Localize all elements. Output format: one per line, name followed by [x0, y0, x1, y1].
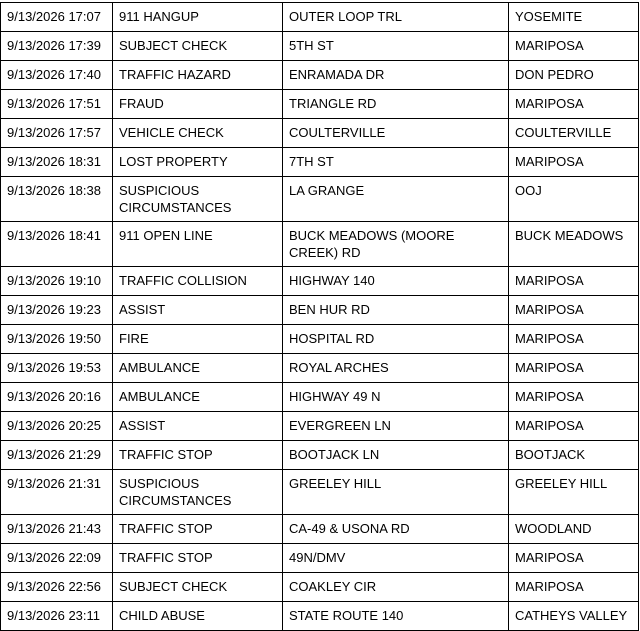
datetime-cell: 9/13/2026 20:16	[1, 383, 113, 412]
table-row	[1, 544, 639, 573]
call-type-cell: SUSPICIOUS CIRCUMSTANCES	[113, 470, 283, 515]
table-row	[1, 267, 639, 296]
location-cell: ENRAMADA DR	[283, 61, 509, 90]
call-type-cell: AMBULANCE	[113, 354, 283, 383]
location-cell: HIGHWAY 140	[283, 267, 509, 296]
location-cell: ROYAL ARCHES	[283, 354, 509, 383]
table-row	[1, 354, 639, 383]
area-cell: MARIPOSA	[509, 573, 639, 602]
area-cell: MARIPOSA	[509, 32, 639, 61]
area-cell: BOOTJACK	[509, 441, 639, 470]
location-cell: COULTERVILLE	[283, 119, 509, 148]
location-cell: COAKLEY CIR	[283, 573, 509, 602]
incident-log-body	[1, 3, 639, 631]
location-cell: GREELEY HILL	[283, 470, 509, 515]
area-cell: MARIPOSA	[509, 354, 639, 383]
area-cell: MARIPOSA	[509, 296, 639, 325]
area-cell: MARIPOSA	[509, 90, 639, 119]
call-type-cell: LOST PROPERTY	[113, 148, 283, 177]
call-type-cell: CHILD ABUSE	[113, 602, 283, 631]
table-row	[1, 602, 639, 631]
location-cell: STATE ROUTE 140	[283, 602, 509, 631]
area-cell: YOSEMITE	[509, 3, 639, 32]
location-cell: 49N/DMV	[283, 544, 509, 573]
incident-log-table	[0, 2, 639, 631]
area-cell: COULTERVILLE	[509, 119, 639, 148]
datetime-cell: 9/13/2026 18:41	[1, 222, 113, 267]
datetime-cell: 9/13/2026 19:10	[1, 267, 113, 296]
table-row	[1, 296, 639, 325]
area-cell: BUCK MEADOWS	[509, 222, 639, 267]
location-cell: BUCK MEADOWS (MOORE CREEK) RD	[283, 222, 509, 267]
call-type-cell: TRAFFIC STOP	[113, 441, 283, 470]
location-cell: BOOTJACK LN	[283, 441, 509, 470]
datetime-cell: 9/13/2026 22:09	[1, 544, 113, 573]
table-row	[1, 148, 639, 177]
area-cell: WOODLAND	[509, 515, 639, 544]
table-row	[1, 177, 639, 222]
datetime-cell: 9/13/2026 18:38	[1, 177, 113, 222]
datetime-cell: 9/13/2026 19:53	[1, 354, 113, 383]
call-type-cell: FIRE	[113, 325, 283, 354]
table-row	[1, 32, 639, 61]
location-cell: BEN HUR RD	[283, 296, 509, 325]
area-cell: CATHEYS VALLEY	[509, 602, 639, 631]
table-row	[1, 119, 639, 148]
datetime-cell: 9/13/2026 22:56	[1, 573, 113, 602]
location-cell: LA GRANGE	[283, 177, 509, 222]
table-row	[1, 412, 639, 441]
call-type-cell: FRAUD	[113, 90, 283, 119]
call-type-cell: 911 HANGUP	[113, 3, 283, 32]
datetime-cell: 9/13/2026 21:29	[1, 441, 113, 470]
area-cell: MARIPOSA	[509, 267, 639, 296]
table-row	[1, 383, 639, 412]
table-row	[1, 470, 639, 515]
location-cell: 7TH ST	[283, 148, 509, 177]
area-cell: DON PEDRO	[509, 61, 639, 90]
location-cell: TRIANGLE RD	[283, 90, 509, 119]
location-cell: HOSPITAL RD	[283, 325, 509, 354]
table-row	[1, 573, 639, 602]
location-cell: OUTER LOOP TRL	[283, 3, 509, 32]
datetime-cell: 9/13/2026 21:43	[1, 515, 113, 544]
datetime-cell: 9/13/2026 19:23	[1, 296, 113, 325]
call-type-cell: ASSIST	[113, 296, 283, 325]
call-type-cell: SUBJECT CHECK	[113, 32, 283, 61]
location-cell: 5TH ST	[283, 32, 509, 61]
location-cell: EVERGREEN LN	[283, 412, 509, 441]
table-row	[1, 222, 639, 267]
datetime-cell: 9/13/2026 17:40	[1, 61, 113, 90]
area-cell: GREELEY HILL	[509, 470, 639, 515]
datetime-cell: 9/13/2026 20:25	[1, 412, 113, 441]
datetime-cell: 9/13/2026 17:51	[1, 90, 113, 119]
datetime-cell: 9/13/2026 17:39	[1, 32, 113, 61]
table-row	[1, 515, 639, 544]
call-type-cell: VEHICLE CHECK	[113, 119, 283, 148]
area-cell: MARIPOSA	[509, 412, 639, 441]
datetime-cell: 9/13/2026 23:11	[1, 602, 113, 631]
call-type-cell: SUSPICIOUS CIRCUMSTANCES	[113, 177, 283, 222]
datetime-cell: 9/13/2026 19:50	[1, 325, 113, 354]
location-cell: HIGHWAY 49 N	[283, 383, 509, 412]
call-type-cell: TRAFFIC STOP	[113, 544, 283, 573]
call-type-cell: 911 OPEN LINE	[113, 222, 283, 267]
area-cell: OOJ	[509, 177, 639, 222]
datetime-cell: 9/13/2026 21:31	[1, 470, 113, 515]
datetime-cell: 9/13/2026 17:07	[1, 3, 113, 32]
table-row	[1, 90, 639, 119]
table-row	[1, 325, 639, 354]
location-cell: CA-49 & USONA RD	[283, 515, 509, 544]
call-type-cell: TRAFFIC STOP	[113, 515, 283, 544]
area-cell: MARIPOSA	[509, 148, 639, 177]
call-type-cell: TRAFFIC HAZARD	[113, 61, 283, 90]
call-type-cell: TRAFFIC COLLISION	[113, 267, 283, 296]
table-row	[1, 441, 639, 470]
table-row	[1, 61, 639, 90]
area-cell: MARIPOSA	[509, 325, 639, 354]
datetime-cell: 9/13/2026 17:57	[1, 119, 113, 148]
table-row	[1, 3, 639, 32]
call-type-cell: AMBULANCE	[113, 383, 283, 412]
call-type-cell: ASSIST	[113, 412, 283, 441]
datetime-cell: 9/13/2026 18:31	[1, 148, 113, 177]
area-cell: MARIPOSA	[509, 544, 639, 573]
area-cell: MARIPOSA	[509, 383, 639, 412]
call-type-cell: SUBJECT CHECK	[113, 573, 283, 602]
